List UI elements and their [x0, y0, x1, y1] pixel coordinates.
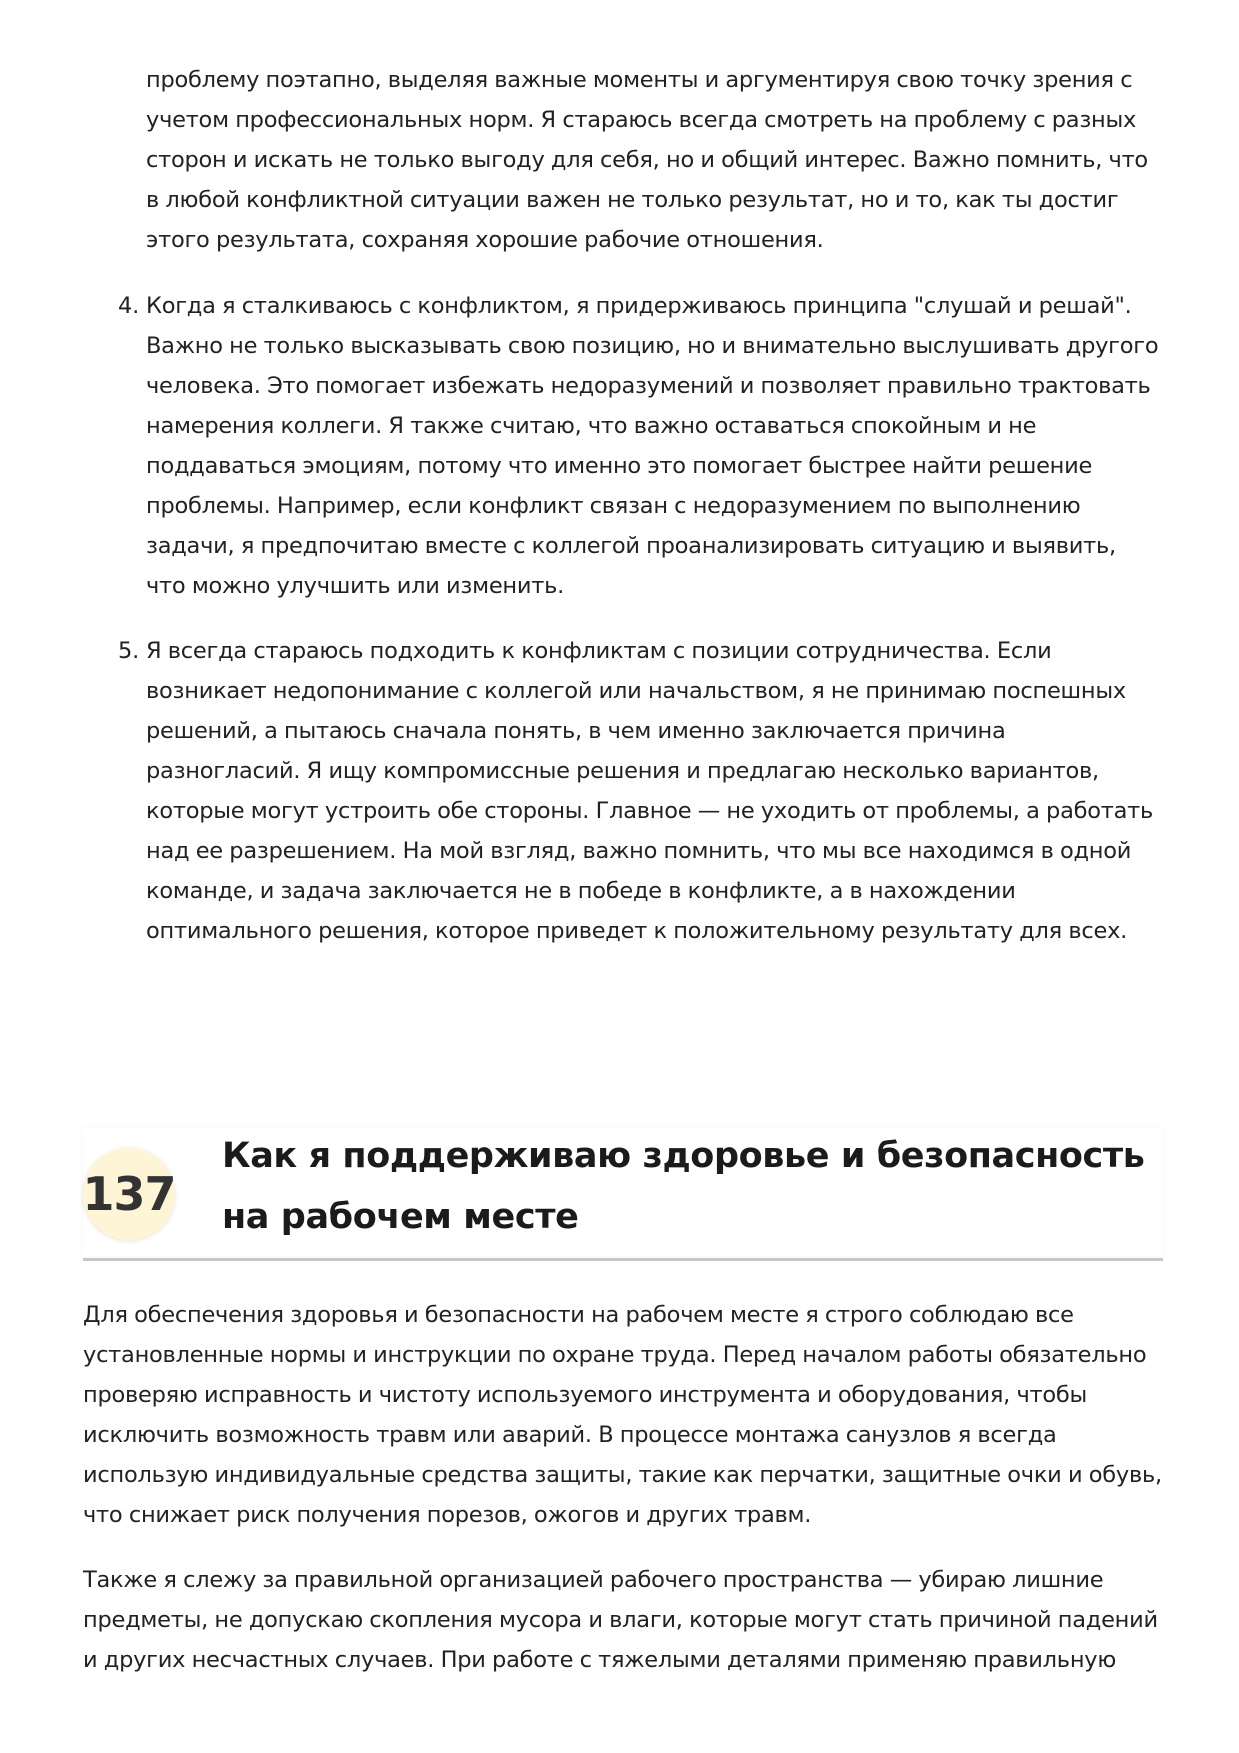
list-item-number: 5.	[118, 638, 139, 664]
section-paragraph-2: Также я слежу за правильной организацией рабочего пространства — убираю лишние предметы, не допускаю скопления мусора и влаги, которые могут стать причиной падений и других несчастных случаев. При работе с тяжелыми деталями применяю правильную	[83, 1567, 1158, 1673]
section-paragraph-1: Для обеспечения здоровья и безопасности на рабочем месте я строго соблюдаю все установленные нормы и инструкции по охране труда. Перед началом работы обязательно проверяю исправность и чистоту используемого инструмента и оборудования, чтобы исключить возможность травм или аварий. В процессе монтажа санузлов я всегда использую индивидуальные средства защиты, такие как перчатки, защитные очки и обувь, что снижает риск получения порезов, ожогов и других травм.	[83, 1302, 1162, 1528]
list-item-text: Когда я сталкиваюсь с конфликтом, я придерживаюсь принципа "слушай и решай". Важно не только высказывать свою позицию, но и внимательно выслушивать другого человека. Это помогает избежать недоразумений и позволяет правильно трактовать намерения коллеги. Я также считаю, что важно оставаться спокойным и не поддаваться эмоциям, потому что именно это помогает быстрее найти решение проблемы. Например, если конфликт связан с недоразумением по выполнению задачи, я предпочитаю вместе с коллегой проанализировать ситуацию и выявить, что можно улучшить или изменить.	[146, 293, 1159, 599]
list-item-3-continued	[146, 60, 1161, 260]
list-item-number: 4.	[118, 293, 139, 319]
list-item-text: проблему поэтапно, выделяя важные моменты и аргументируя свою точку зрения с учетом профессиональных норм. Я стараюсь всегда смотреть на проблему с разных сторон и искать не только выгоду для себя, но и общий интерес. Важно помнить, что в любой конфликтной ситуации важен не только результат, но и то, как ты достиг этого результата, сохраняя хорошие рабочие отношения.	[146, 67, 1148, 253]
section-title: Как я поддерживаю здоровье и безопасность на рабочем месте	[222, 1136, 1145, 1237]
heading-divider	[83, 1258, 1163, 1261]
section-number-badge: 137	[83, 1148, 175, 1240]
list-item-4	[118, 286, 1161, 606]
list-item-text: Я всегда стараюсь подходить к конфликтам с позиции сотрудничества. Если возникает недопонимание с коллегой или начальством, я не принимаю поспешных решений, а пытаюсь сначала понять, в чем именно заключается причина разногласий. Я ищу компромиссные решения и предлагаю несколько вариантов, которые могут устроить обе стороны. Главное — не уходить от проблемы, а работать над ее разрешением. На мой взгляд, важно помнить, что мы все находимся в одной команде, и задача заключается не в победе в конфликте, а в нахождении оптимального решения, которое приведет к положительному результату для всех.	[146, 638, 1154, 944]
list-item-5	[118, 631, 1161, 951]
